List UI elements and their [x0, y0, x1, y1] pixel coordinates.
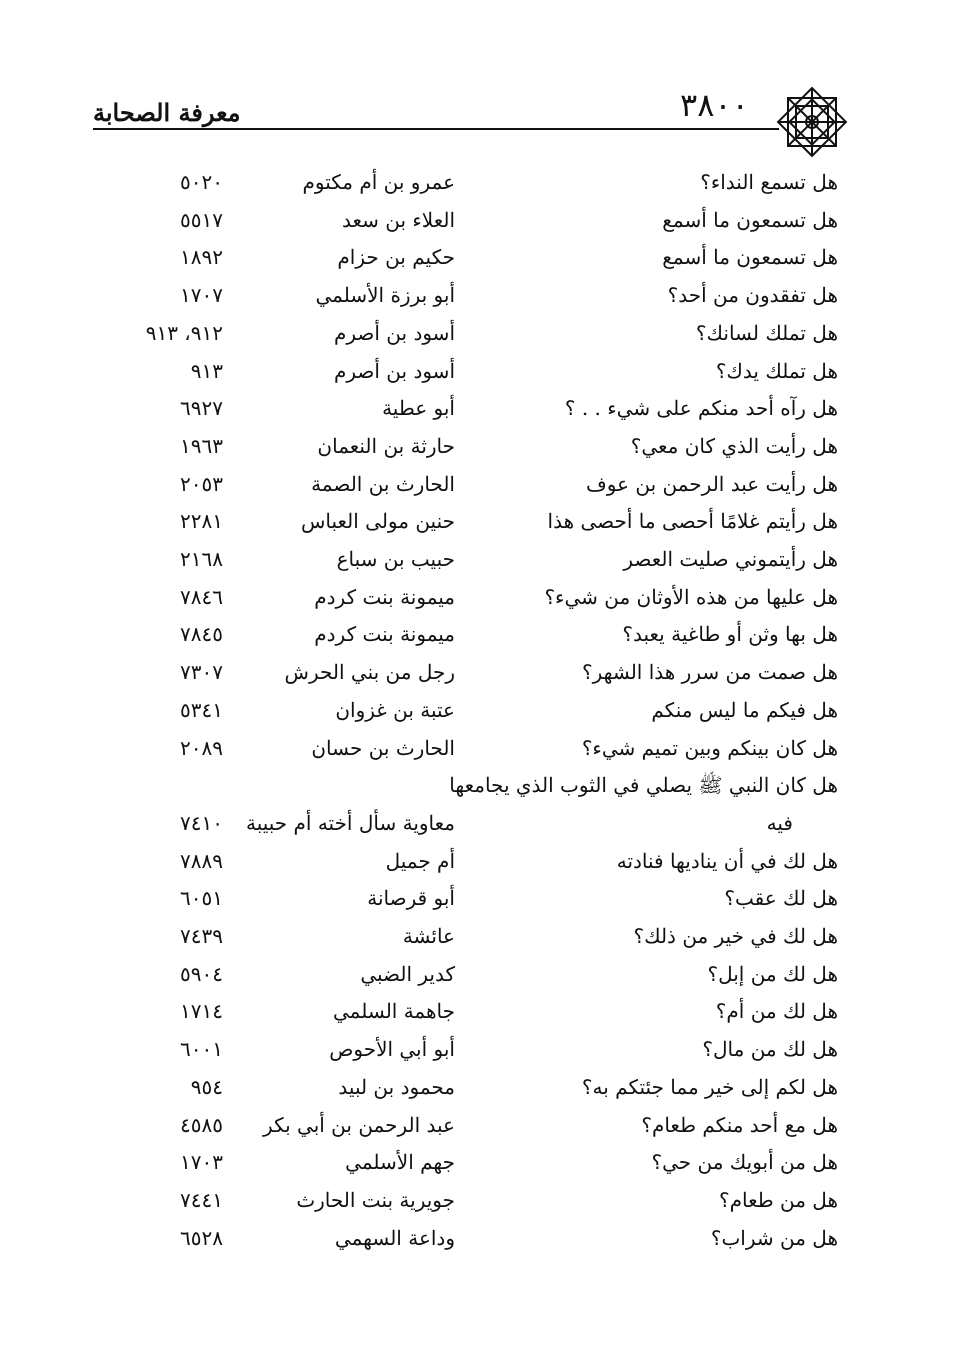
index-row [0, 389, 963, 427]
narrator-name: عبد الرحمن بن أبي بكر [263, 1113, 455, 1137]
hadith-phrase: هل تسمع النداء؟ [700, 170, 838, 194]
narrator-name: وداعة السهمي [334, 1226, 455, 1250]
narrator-name: أسود بن أصرم [333, 321, 455, 345]
narrator-name: العلاء بن سعد [341, 208, 455, 232]
hadith-phrase: هل لك في أن يناديها فنادته [616, 849, 838, 873]
narrator-name: أبو قرصانة [367, 886, 455, 910]
hadith-phrase: فيه [766, 811, 793, 835]
hadith-phrase: هل عليها من هذه الأوثان من شيء؟ [544, 585, 838, 609]
hadith-number: ٩١٣ [190, 359, 223, 383]
index-row [0, 502, 963, 540]
hadith-number: ٥٣٤١ [180, 698, 223, 722]
index-row [0, 615, 963, 653]
hadith-phrase: هل رأيتم غلامًا أحصى ما أحصى هذا [547, 509, 838, 533]
narrator-name: أبو برزة الأسلمي [315, 283, 455, 307]
narrator-name: محمود بن لبيد [338, 1075, 455, 1099]
index-row [0, 992, 963, 1030]
narrator-name: أسود بن أصرم [333, 359, 455, 383]
hadith-number: ٧٨٤٥ [180, 622, 223, 646]
index-row [0, 653, 963, 691]
hadith-number: ٧٤٤١ [180, 1188, 223, 1212]
narrator-name: أبو أبي الأحوص [329, 1037, 455, 1061]
hadith-number: ٦٠٥١ [180, 886, 223, 910]
narrator-name: ميمونة بنت كردم [314, 622, 455, 646]
hadith-phrase: هل تملك يدك؟ [715, 359, 838, 383]
narrator-name: رجل من بني الحرش [284, 660, 455, 684]
narrator-name: الحارث بن حسان [311, 736, 455, 760]
hadith-phrase: هل لك عقب؟ [724, 886, 838, 910]
page-number: ٣٨٠٠ [680, 86, 749, 124]
index-row [0, 729, 963, 767]
hadith-number: ١٨٩٢ [180, 245, 223, 269]
narrator-name: أم جميل [385, 849, 455, 873]
index-row [0, 766, 963, 804]
hadith-number: ٧٨٨٩ [180, 849, 223, 873]
index-row [0, 1219, 963, 1257]
hadith-number: ٦٩٢٧ [180, 396, 223, 420]
hadith-number: ٢٠٨٩ [180, 736, 223, 760]
index-row [0, 1030, 963, 1068]
hadith-phrase: هل تسمعون ما أسمع [662, 208, 838, 232]
hadith-number: ١٧١٤ [180, 999, 223, 1023]
hadith-number: ٩١٢، ٩١٣ [145, 321, 223, 345]
index-row [0, 1106, 963, 1144]
hadith-phrase: هل رأيت الذي كان معي؟ [630, 434, 838, 458]
hadith-phrase: هل كان النبي ﷺ يصلي في الثوب الذي يجامعها [449, 773, 838, 797]
index-row [0, 691, 963, 729]
hadith-number: ٢١٦٨ [180, 547, 223, 571]
narrator-name: كدير الضبي [360, 962, 455, 986]
index-row [0, 352, 963, 390]
hadith-number: ١٧٠٣ [180, 1150, 223, 1174]
index-row [0, 842, 963, 880]
index-row [0, 540, 963, 578]
narrator-name: حكيم بن حزام [337, 245, 455, 269]
hadith-phrase: هل رأيتموني صليت العصر [623, 547, 838, 571]
hadith-phrase: هل لكم إلى خير مما جئتكم به؟ [581, 1075, 838, 1099]
hadith-phrase: هل رأيت عبد الرحمن بن عوف [586, 472, 838, 496]
hadith-phrase: هل تفقدون من أحد؟ [667, 283, 838, 307]
narrator-name: الحارث بن الصمة [311, 472, 455, 496]
narrator-name: ميمونة بنت كردم [314, 585, 455, 609]
hadith-phrase: هل فيكم ما ليس منكم [651, 698, 838, 722]
hadith-phrase: هل من طعام؟ [718, 1188, 838, 1212]
narrator-name: معاوية سأل أخته أم حبيبة [245, 811, 455, 835]
narrator-name: جويرية بنت الحارث [296, 1188, 455, 1212]
hadith-number: ٧٣٠٧ [180, 660, 223, 684]
narrator-name: حنين مولى العباس [300, 509, 455, 533]
hadith-number: ٢٠٥٣ [180, 472, 223, 496]
hadith-number: ٥٥١٧ [180, 208, 223, 232]
hadith-phrase: هل بها وثن أو طاغية يعبد؟ [622, 622, 838, 646]
hadith-number: ٤٥٨٥ [180, 1113, 223, 1137]
index-row [0, 163, 963, 201]
hadith-number: ٧٨٤٦ [180, 585, 223, 609]
hadith-number: ١٧٠٧ [180, 283, 223, 307]
index-row [0, 955, 963, 993]
hadith-number: ٦٠٠١ [180, 1037, 223, 1061]
hadith-phrase: هل كان بينكم وبين تميم شيء؟ [581, 736, 838, 760]
narrator-name: جاهمة السلمي [333, 999, 455, 1023]
octagonal-star-ornament-icon [772, 82, 852, 162]
hadith-number: ٥٠٢٠ [180, 170, 223, 194]
hadith-phrase: هل لك في خير من ذلك؟ [633, 924, 838, 948]
hadith-phrase: هل من شراب؟ [710, 1226, 838, 1250]
hadith-phrase: هل لك من أم؟ [715, 999, 838, 1023]
index-row [0, 276, 963, 314]
header-rule [93, 128, 779, 130]
index-row [0, 314, 963, 352]
hadith-number: ٥٩٠٤ [180, 962, 223, 986]
narrator-name: عائشة [402, 924, 455, 948]
narrator-name: حارثة بن النعمان [317, 434, 455, 458]
hadith-phrase: هل من أبويك من حي؟ [651, 1150, 838, 1174]
narrator-name: أبو عطية [382, 396, 455, 420]
narrator-name: جهم الأسلمي [345, 1150, 455, 1174]
hadith-phrase: هل رآه أحد منكم على شيء . . ؟ [564, 396, 838, 420]
index-row [0, 1181, 963, 1219]
hadith-number: ٧٤١٠ [180, 811, 223, 835]
index-row [0, 917, 963, 955]
hadith-phrase: هل تسمعون ما أسمع [662, 245, 838, 269]
index-row [0, 804, 963, 842]
hadith-number: ١٩٦٣ [180, 434, 223, 458]
index-row [0, 578, 963, 616]
narrator-name: عمرو بن أم مكتوم [302, 170, 455, 194]
index-row [0, 879, 963, 917]
hadith-number: ٢٢٨١ [180, 509, 223, 533]
index-row [0, 427, 963, 465]
hadith-number: ٧٤٣٩ [180, 924, 223, 948]
page-header-title: معرفة الصحابة [93, 98, 241, 127]
index-row [0, 238, 963, 276]
hadith-phrase: هل مع أحد منكم طعام؟ [641, 1113, 838, 1137]
hadith-number: ٩٥٤ [190, 1075, 223, 1099]
index-row [0, 465, 963, 503]
index-row [0, 1143, 963, 1181]
index-row [0, 1068, 963, 1106]
narrator-name: حبيب بن سباع [336, 547, 455, 571]
hadith-number: ٦٥٢٨ [180, 1226, 223, 1250]
hadith-phrase: هل تملك لسانك؟ [695, 321, 838, 345]
hadith-phrase: هل لك من إبل؟ [707, 962, 838, 986]
hadith-phrase: هل صمت من سرر هذا الشهر؟ [581, 660, 838, 684]
narrator-name: عتبة بن غزوان [335, 698, 455, 722]
hadith-phrase: هل لك من مال؟ [702, 1037, 838, 1061]
index-row [0, 201, 963, 239]
